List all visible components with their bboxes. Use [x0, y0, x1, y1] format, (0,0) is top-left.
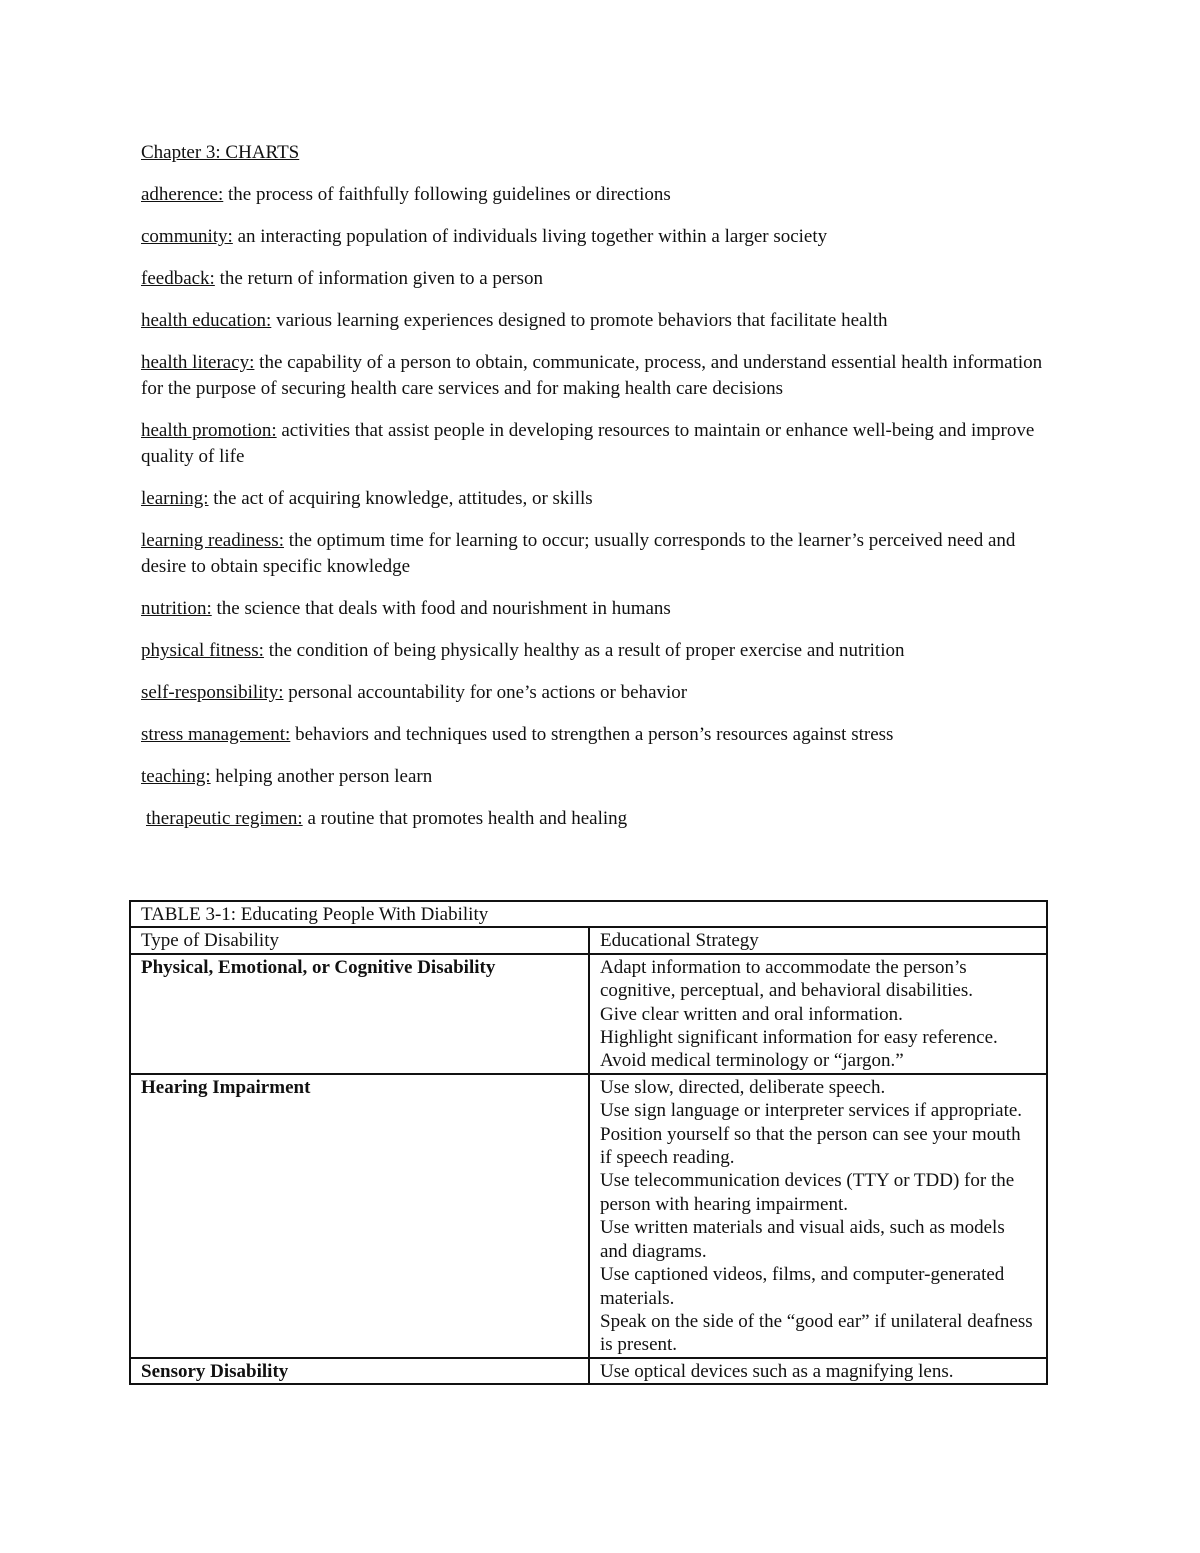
definition-text: various learning experiences designed to promote behaviors that facilitate health — [271, 310, 888, 331]
definition-text: behaviors and techniques used to strengthen a person’s resources against stress — [290, 724, 894, 745]
definition-text: the act of acquiring knowledge, attitudes, or skills — [208, 488, 593, 509]
strategy-line: Use written materials and visual aids, such as models and diagrams. — [600, 1217, 1005, 1262]
page-title: Chapter 3: CHARTS — [141, 142, 300, 163]
document-body — [141, 140, 1061, 848]
strategy-line: Give clear written and oral information. — [600, 1003, 903, 1025]
disability-education-table — [129, 900, 1048, 1385]
strategy-cell — [589, 954, 1047, 1074]
definition-item — [141, 764, 1061, 790]
definition-term: health promotion: — [141, 420, 277, 441]
definition-text: the capability of a person to obtain, communicate, process, and understand essential health information for the purpose of securing health care services and for making health care decisions — [141, 352, 1043, 399]
definition-text: the optimum time for learning to occur; usually corresponds to the learner’s perceived need and desire to obtain specific knowledge — [141, 530, 1016, 577]
definition-item — [141, 722, 1061, 748]
definition-term: stress management: — [141, 724, 291, 745]
definition-item — [141, 182, 1061, 208]
definition-item — [141, 638, 1061, 664]
definition-term: learning readiness: — [141, 530, 284, 551]
definition-term: learning: — [141, 488, 209, 509]
table-row — [130, 1074, 1047, 1358]
strategy-line: Highlight significant information for easy reference. — [600, 1027, 998, 1049]
strategy-line: Position yourself so that the person can see your mouth if speech reading. — [600, 1123, 1021, 1169]
strategy-line: Use telecommunication devices (TTY or TDD) for the person with hearing impairment. — [600, 1170, 1015, 1215]
definition-item — [141, 596, 1061, 622]
strategy-line: Use optical devices such as a magnifying lens. — [600, 1360, 954, 1382]
definition-item — [141, 486, 1061, 512]
strategy-line: Use sign language or interpreter services if appropriate. — [600, 1100, 1023, 1122]
strategy-line: Avoid medical terminology or “jargon.” — [600, 1050, 904, 1072]
definition-term: health literacy: — [141, 352, 255, 373]
table-header-row — [130, 927, 1047, 953]
definition-item — [141, 308, 1061, 334]
column-header-type: Type of Disability — [130, 927, 589, 953]
definition-text: a routine that promotes health and healing — [302, 808, 628, 829]
table-row — [130, 1358, 1047, 1384]
disability-type-cell: Sensory Disability — [130, 1358, 589, 1384]
definition-text: an interacting population of individuals living together within a larger society — [232, 226, 828, 247]
strategy-line: Use captioned videos, films, and computer-generated materials. — [600, 1264, 1005, 1309]
disability-type-cell: Hearing Impairment — [130, 1074, 589, 1358]
definition-item — [141, 224, 1061, 250]
definition-term: self-responsibility: — [141, 682, 284, 703]
definition-term: adherence: — [141, 184, 224, 205]
definition-text: personal accountability for one’s actions or behavior — [283, 682, 688, 703]
definition-item — [141, 680, 1061, 706]
column-header-strategy: Educational Strategy — [589, 927, 1047, 953]
definition-term: community: — [141, 226, 233, 247]
definition-item — [141, 528, 1061, 580]
definition-term: therapeutic regimen: — [146, 808, 303, 829]
table-caption-row — [130, 901, 1047, 927]
definition-text: the condition of being physically healthy as a result of proper exercise and nutrition — [263, 640, 905, 661]
definition-term: teaching: — [141, 766, 211, 787]
strategy-line: Use slow, directed, deliberate speech. — [600, 1076, 886, 1098]
definition-text: the science that deals with food and nourishment in humans — [211, 598, 671, 619]
definition-item — [141, 350, 1061, 402]
definition-text: the return of information given to a person — [214, 268, 544, 289]
disability-type-cell: Physical, Emotional, or Cognitive Disability — [130, 954, 589, 1074]
definition-text: helping another person learn — [210, 766, 433, 787]
definition-term: health education: — [141, 310, 272, 331]
definition-item — [141, 418, 1061, 470]
table-row — [130, 954, 1047, 1074]
definition-text: the process of faithfully following guidelines or directions — [223, 184, 671, 205]
table-caption: TABLE 3-1: Educating People With Diability — [130, 901, 1047, 927]
definition-term: nutrition: — [141, 598, 212, 619]
strategy-cell — [589, 1358, 1047, 1384]
definition-term: physical fitness: — [141, 640, 264, 661]
strategy-cell — [589, 1074, 1047, 1358]
definition-item — [141, 806, 1061, 832]
strategy-line: Adapt information to accommodate the person’s cognitive, perceptual, and behavioral disabilities. — [600, 956, 974, 1002]
definition-item — [141, 266, 1061, 292]
strategy-line: Speak on the side of the “good ear” if unilateral deafness is present. — [600, 1310, 1033, 1356]
definition-term: feedback: — [141, 268, 215, 289]
definition-text: activities that assist people in developing resources to maintain or enhance well-being and improve quality of life — [141, 420, 1035, 467]
